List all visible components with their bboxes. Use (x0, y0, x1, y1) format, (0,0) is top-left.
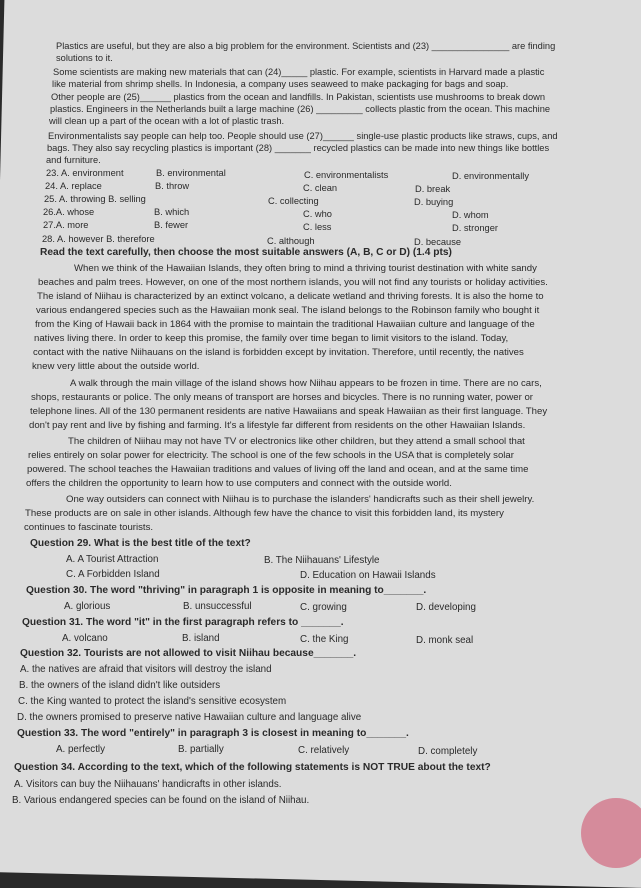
q33-option-c[interactable]: C. relatively (298, 745, 350, 756)
q31-option-a[interactable]: A. volcano (62, 633, 108, 644)
reading-line: natives living there. In order to keep this promise, the family over time began to limit visitors to the island. Today, (34, 333, 509, 344)
reading-line: knew very little about the outside world. (32, 361, 200, 372)
reading-line: don't pay rent and live by fishing and farming. It's a lifestyle far different from residents on the other Hawaiian Islands. (29, 420, 526, 431)
q33-option-a[interactable]: A. perfectly (56, 744, 106, 755)
reading-line: A walk through the main village of the island shows how Niihau appears to be frozen in time. There are no cars, (70, 378, 542, 389)
q32-option-c[interactable]: C. the King wanted to protect the island's sensitive ecosystem (18, 696, 287, 707)
reading-line: continues to fascinate tourists. (24, 522, 154, 533)
option-25a[interactable]: 25. A. throwing B. selling (44, 194, 146, 204)
q34-option-a[interactable]: A. Visitors can buy the Niihauans' handicrafts in other islands. (14, 779, 282, 790)
option-24c[interactable]: C. clean (303, 183, 338, 193)
q31-option-d[interactable]: D. monk seal (416, 635, 474, 646)
para1-line: Other people are (25)______ plastics from the ocean and landfills. In Pakistan, scientists use mushrooms to break down (51, 92, 546, 102)
reading-line: powered. The school teaches the Hawaiian traditions and values of living off the land and ocean, and at the same time (27, 464, 529, 475)
q32-option-a[interactable]: A. the natives are afraid that visitors will destroy the island (20, 664, 272, 675)
reading-line: telephone lines. All of the 130 permanent residents are native Hawaiians and speak Hawaiian as their first language. They (30, 406, 548, 417)
reading-line: These products are on sale in other islands. Although few have the chance to visit this forbidden land, its mystery (25, 508, 504, 519)
option-26a[interactable]: 26.A. whose (43, 207, 95, 217)
option-27d[interactable]: D. stronger (452, 223, 498, 233)
option-28c[interactable]: C. although (267, 236, 315, 246)
q29-option-a[interactable]: A. A Tourist Attraction (66, 554, 159, 565)
option-28a[interactable]: 28. A. however B. therefore (42, 234, 155, 244)
para1-line: and furniture. (46, 155, 101, 165)
option-27b[interactable]: B. fewer (154, 220, 189, 230)
reading-line: One way outsiders can connect with Niihau is to purchase the islanders' handicrafts such as their shell jewelry. (66, 494, 535, 505)
option-27a[interactable]: 27.A. more (43, 220, 89, 230)
option-26b[interactable]: B. which (154, 207, 190, 217)
option-24a[interactable]: 24. A. replace (45, 181, 102, 191)
para1-line: like material from shrimp shells. In Indonesia, a company uses seaweed to make packaging for bags and soap. (52, 79, 509, 89)
option-26d[interactable]: D. whom (452, 210, 489, 220)
q33-option-d[interactable]: D. completely (418, 746, 478, 757)
q33-option-b[interactable]: B. partially (178, 744, 224, 755)
q30-option-a[interactable]: A. glorious (64, 601, 111, 612)
q30-option-d[interactable]: D. developing (416, 602, 476, 613)
option-25d[interactable]: D. buying (414, 197, 454, 207)
para1-line: solutions to it. (56, 53, 113, 63)
question-32: Question 32. Tourists are not allowed to visit Niihau because_______. (20, 648, 357, 659)
para1-line: Plastics are useful, but they are also a big problem for the environment. Scientists and (23) _______________ are finding (56, 41, 556, 51)
q34-option-b[interactable]: B. Various endangered species can be found on the island of Niihau. (12, 795, 310, 806)
reading-line: various endangered species such as the Hawaiian monk seal. The island belongs to the Robinson family who bought it (36, 305, 540, 316)
option-23b[interactable]: B. environmental (156, 168, 226, 178)
q32-option-d[interactable]: D. the owners promised to preserve native Hawaiian culture and language alive (17, 712, 362, 723)
para1-line: Environmentalists say people can help too. People should use (27)______ single-use plastic products like straws, cups, and (48, 131, 558, 141)
question-33: Question 33. The word "entirely" in paragraph 3 is closest in meaning to_______. (17, 728, 409, 739)
option-23a[interactable]: 23. A. environment (46, 168, 124, 178)
option-28d[interactable]: D. because (414, 237, 462, 247)
option-25c[interactable]: C. collecting (268, 196, 319, 206)
q31-option-b[interactable]: B. island (182, 633, 220, 644)
q30-option-c[interactable]: C. growing (300, 602, 347, 613)
option-23c[interactable]: C. environmentalists (304, 170, 389, 180)
question-29: Question 29. What is the best title of the text? (30, 538, 251, 549)
reading-line: When we think of the Hawaiian Islands, they often bring to mind a thriving tourist destination with white sandy (74, 263, 537, 274)
reading-line: The children of Niihau may not have TV or electronics like other children, but they attend a small school that (68, 436, 525, 447)
q32-option-b[interactable]: B. the owners of the island didn't like outsiders (19, 680, 221, 691)
option-24d[interactable]: D. break (415, 184, 451, 194)
question-34: Question 34. According to the text, which of the following statements is NOT TRUE about the text? (14, 762, 491, 773)
reading-instruction: Read the text carefully, then choose the most suitable answers (A, B, C or D) (1.4 pts) (40, 247, 452, 258)
reading-line: contact with the native Niihauans on the island is forbidden except by invitation. Therefore, until recently, the natives (33, 347, 524, 358)
q29-option-b[interactable]: B. The Niihauans' Lifestyle (264, 555, 380, 566)
question-31: Question 31. The word "it" in the first paragraph refers to _______. (22, 617, 344, 628)
reading-line: from the King of Hawaii back in 1864 with the promise to maintain the traditional Hawaiian culture and language of the (35, 319, 535, 330)
option-24b[interactable]: B. throw (155, 181, 190, 191)
option-26c[interactable]: C. who (303, 209, 332, 219)
para1-line: will clean up a part of the ocean with a lot of plastic trash. (49, 116, 285, 126)
para1-line: Some scientists are making new materials that can (24)_____ plastic. For example, scientists in Harvard made a plastic (53, 67, 545, 77)
option-23d[interactable]: D. environmentally (452, 171, 529, 181)
option-27c[interactable]: C. less (303, 222, 332, 232)
para1-line: plastics. Engineers in the Netherlands built a large machine (26) _________ collects plastic from the ocean. This machine (50, 104, 551, 114)
reading-line: offers the children the opportunity to learn how to use computers and connect with the outside world. (26, 478, 452, 489)
reading-line: shops, restaurants or police. The only means of transport are horses and bicycles. There is no running water, power or (31, 392, 533, 403)
q29-option-c[interactable]: C. A Forbidden Island (66, 569, 160, 580)
reading-line: beaches and palm trees. However, on one of the most northern islands, you will not find any tourists or holiday activities. (38, 277, 548, 288)
reading-line: The island of Niihau is characterized by an extinct volcano, a delicate wetland and thriving forests. It is also the home to (37, 291, 544, 302)
q30-option-b[interactable]: B. unsuccessful (183, 601, 252, 612)
question-30: Question 30. The word "thriving" in paragraph 1 is opposite in meaning to_______. (26, 585, 427, 596)
reading-line: relies entirely on solar power for electricity. The school is one of the few schools in the USA that is completely solar (28, 450, 514, 461)
q29-option-d[interactable]: D. Education on Hawaii Islands (300, 570, 436, 581)
q31-option-c[interactable]: C. the King (300, 634, 349, 645)
para1-line: bags. They also say recycling plastics is important (28) _______ recycled plastics can be made into new things like bottles (47, 143, 550, 153)
